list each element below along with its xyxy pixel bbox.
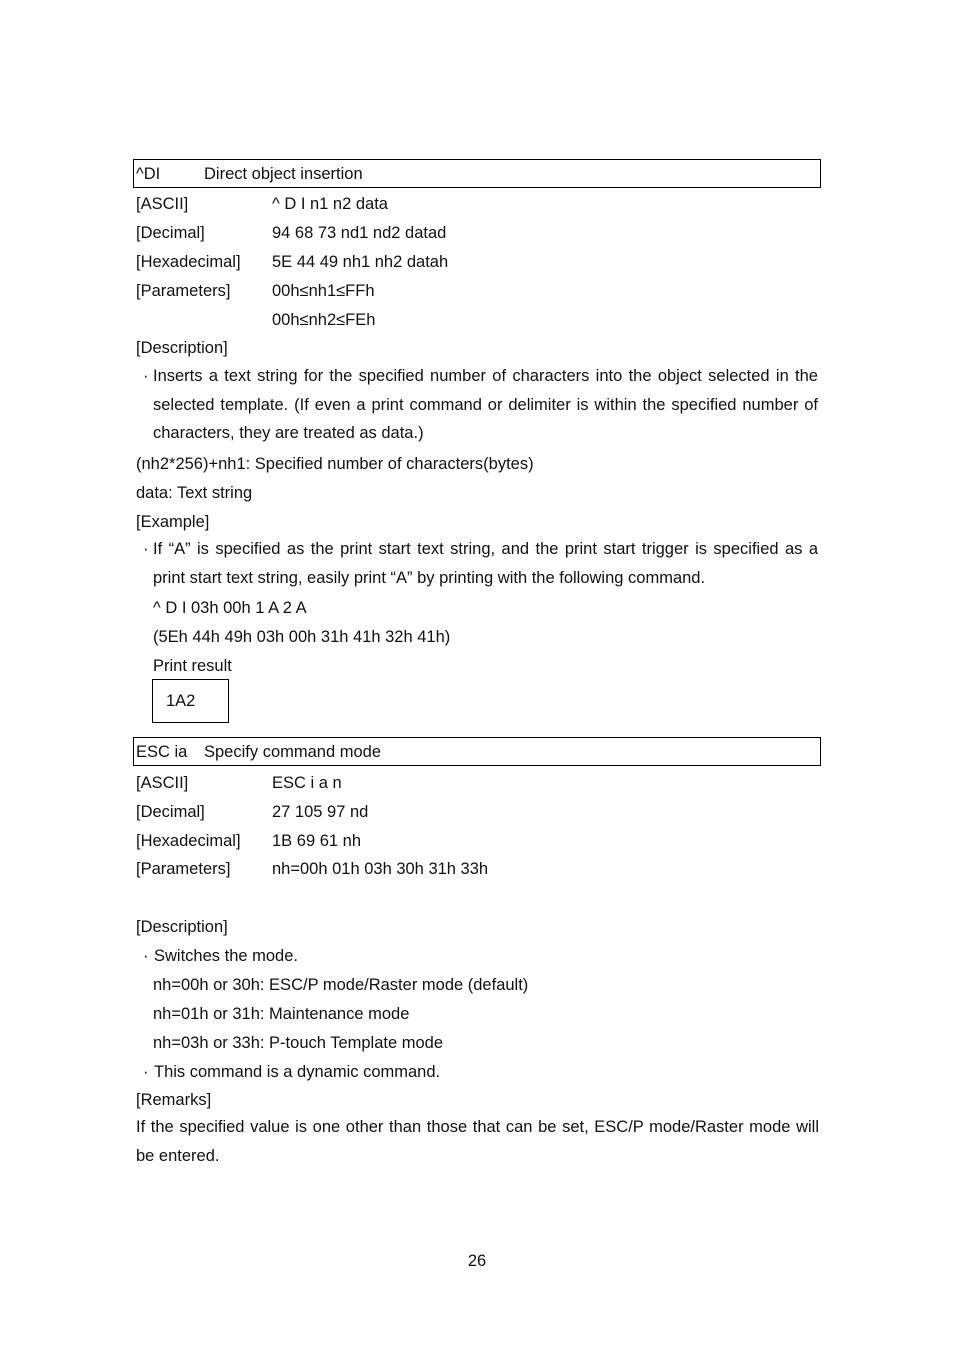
description-text-2: This command is a dynamic command.: [154, 1063, 441, 1081]
description-text: Inserts a text string for the specified number of characters into the object selected in the selected template. (If even a print command or delimiter is within the specified number of characters, they are treated as data.): [153, 367, 818, 443]
decimal-label: [Decimal]: [136, 803, 205, 821]
print-result-box: [152, 679, 229, 723]
description-text-1: Switches the mode.: [154, 947, 298, 965]
example-command: ^ D I 03h 00h 1 A 2 A: [153, 599, 307, 617]
section-header-di: [133, 159, 821, 188]
hex-value: 5E 44 49 nh1 nh2 datah: [272, 253, 449, 271]
description-paragraph: [143, 362, 818, 448]
params-label: [Parameters]: [136, 282, 231, 300]
example-paragraph: [143, 535, 818, 592]
command-title: Specify command mode: [204, 743, 381, 761]
example-text: If “A” is specified as the print start text string, and the print start trigger is specified as a print start text string, easily print “A” by printing with the following command.: [153, 540, 818, 587]
ascii-value: ^ D I n1 n2 data: [272, 195, 388, 213]
page-number: 26: [467, 1252, 487, 1270]
param-value-1: 00h≤nh1≤FFh: [272, 282, 375, 300]
hex-value: 1B 69 61 nh: [272, 832, 361, 850]
decimal-value: 94 68 73 nd1 nd2 datad: [272, 224, 447, 242]
remarks-text: If the specified value is one other than those that can be set, ESC/P mode/Raster mode will be entered.: [136, 1118, 819, 1165]
mode-line-1: nh=00h or 30h: ESC/P mode/Raster mode (default): [153, 976, 529, 994]
description-label: [Description]: [136, 339, 228, 357]
command-code: ESC ia: [136, 743, 188, 761]
print-result-label: Print result: [153, 657, 232, 675]
description-label: [Description]: [136, 918, 228, 936]
formula-text: (nh2*256)+nh1: Specified number of characters(bytes): [136, 455, 534, 473]
example-command-hex: (5Eh 44h 49h 03h 00h 31h 41h 32h 41h): [153, 628, 451, 646]
print-result-value: 1A2: [166, 692, 196, 710]
ascii-label: [ASCII]: [136, 774, 189, 792]
decimal-value: 27 105 97 nd: [272, 803, 369, 821]
bullet: ·: [143, 947, 149, 965]
example-label: [Example]: [136, 513, 210, 531]
command-code: ^DI: [136, 165, 161, 183]
ascii-value: ESC i a n: [272, 774, 342, 792]
ascii-label: [ASCII]: [136, 195, 189, 213]
bullet: ·: [143, 367, 149, 385]
command-title: Direct object insertion: [204, 165, 363, 183]
bullet: ·: [143, 1063, 149, 1081]
hex-label: [Hexadecimal]: [136, 832, 241, 850]
mode-line-2: nh=01h or 31h: Maintenance mode: [153, 1005, 410, 1023]
param-value-2: 00h≤nh2≤FEh: [272, 311, 376, 329]
decimal-label: [Decimal]: [136, 224, 205, 242]
data-definition: data: Text string: [136, 484, 253, 502]
hex-label: [Hexadecimal]: [136, 253, 241, 271]
section-header-esc-ia: [133, 737, 821, 766]
params-label: [Parameters]: [136, 860, 231, 878]
remarks-label: [Remarks]: [136, 1091, 212, 1109]
bullet: ·: [143, 540, 149, 558]
params-value: nh=00h 01h 03h 30h 31h 33h: [272, 860, 489, 878]
mode-line-3: nh=03h or 33h: P-touch Template mode: [153, 1034, 444, 1052]
